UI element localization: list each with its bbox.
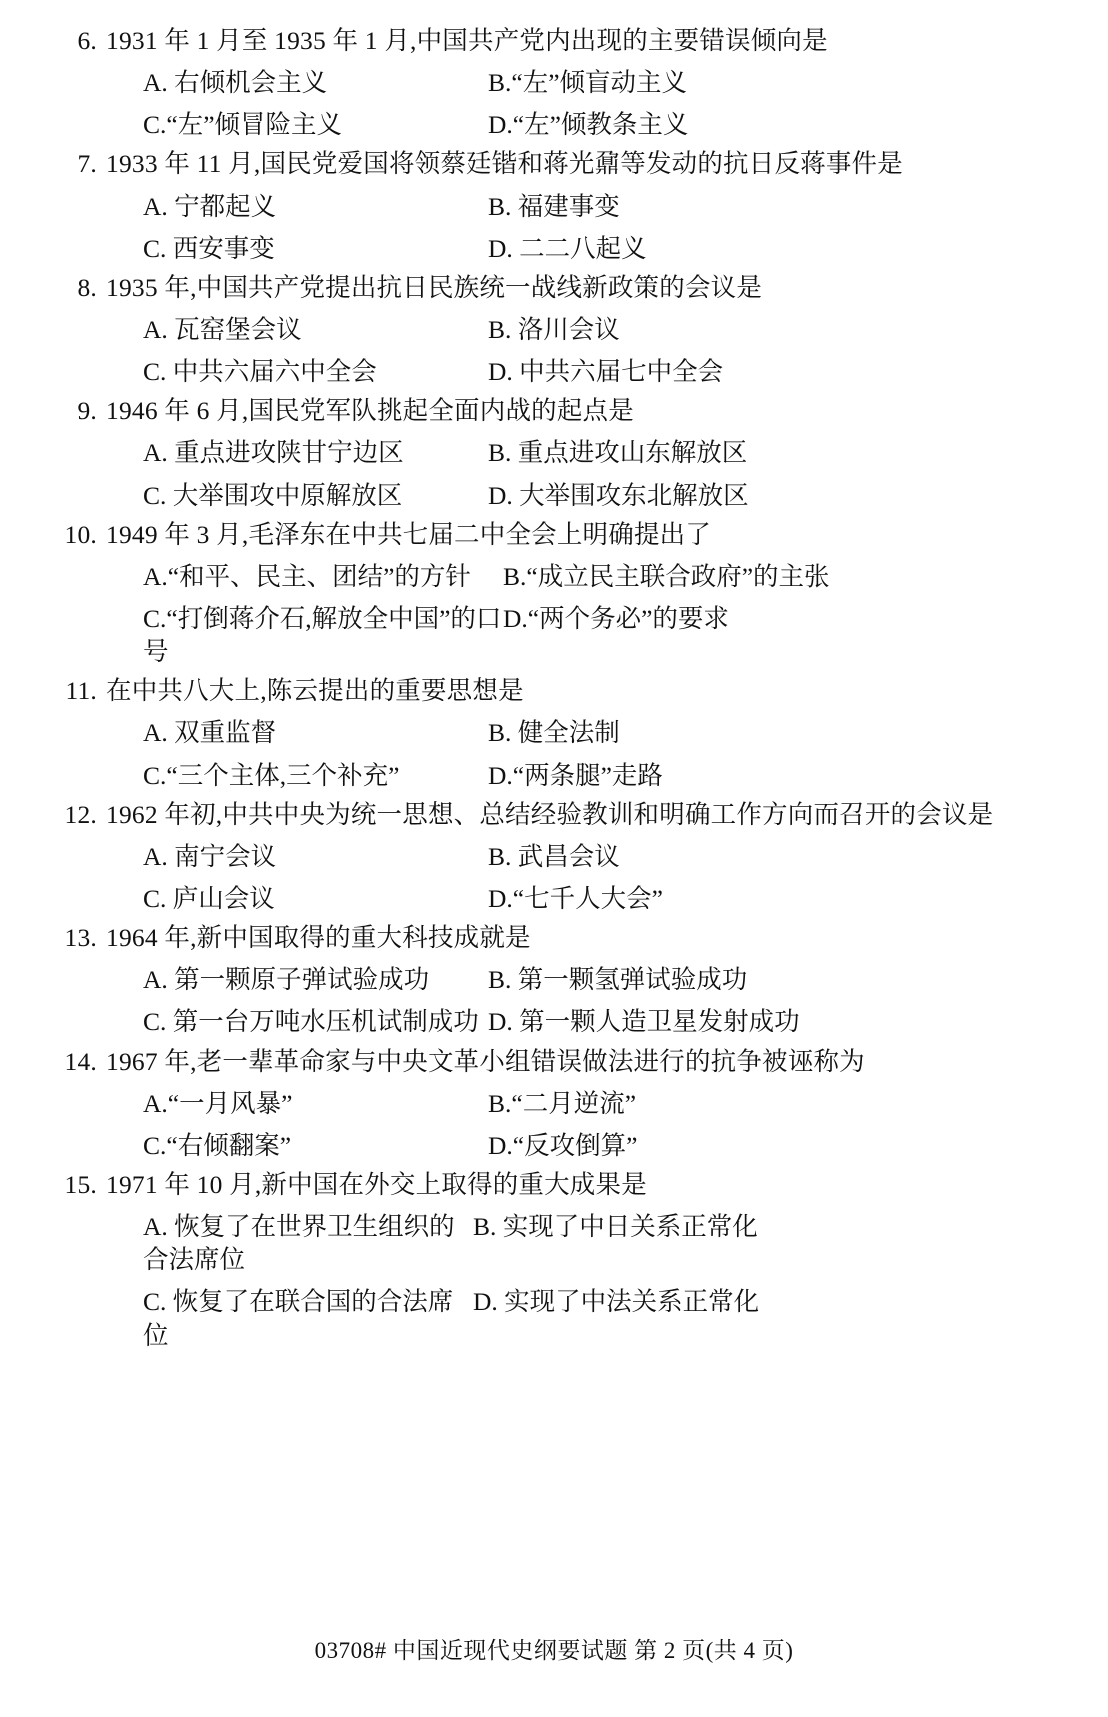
question-stem: 1935 年,中国共产党提出抗日民族统一战线新政策的会议是 (106, 272, 763, 302)
option-a[interactable]: A. 双重监督 (143, 718, 277, 748)
question-stem: 1964 年,新中国取得的重大科技成就是 (106, 923, 531, 953)
question-number: 15. (64, 1169, 97, 1199)
question-number: 14. (64, 1046, 97, 1076)
option-row (48, 108, 1048, 141)
question-stem-line (48, 1045, 1048, 1078)
question-stem-line (48, 674, 1048, 707)
option-d[interactable]: D.“七千人大会” (488, 883, 663, 913)
question-item (48, 1168, 1048, 1352)
option-row (48, 1087, 1048, 1120)
option-a[interactable]: A. 南宁会议 (143, 841, 277, 871)
option-b[interactable]: B.“二月逆流” (488, 1088, 637, 1118)
question-stem-line (48, 394, 1048, 427)
option-row (48, 963, 1048, 996)
option-b[interactable]: B. 武昌会议 (488, 841, 620, 871)
option-group (48, 436, 1048, 511)
option-group (48, 313, 1048, 388)
option-row (48, 560, 1048, 593)
question-stem-line (48, 24, 1048, 57)
option-c[interactable]: C. 恢复了在联合国的合法席位 (143, 1287, 454, 1350)
option-d[interactable]: D. 第一颗人造卫星发射成功 (488, 1007, 800, 1037)
option-b[interactable]: B. 实现了中日关系正常化 (473, 1212, 758, 1242)
option-a[interactable]: A. 右倾机会主义 (143, 68, 328, 98)
option-row (48, 1005, 1048, 1038)
question-stem-line (48, 1168, 1048, 1201)
option-c[interactable]: C.“右倾翻案” (143, 1130, 292, 1160)
option-d[interactable]: D.“两个务必”的要求 (503, 603, 729, 633)
option-row (48, 602, 1048, 668)
option-group (48, 1210, 1048, 1352)
option-b[interactable]: B. 洛川会议 (488, 314, 620, 344)
question-number: 6. (77, 26, 97, 55)
question-stem-line (48, 147, 1048, 180)
option-row (48, 1129, 1048, 1162)
option-group (48, 1087, 1048, 1162)
question-stem: 1971 年 10 月,新中国在外交上取得的重大成果是 (106, 1169, 647, 1199)
question-number: 7. (77, 149, 97, 179)
option-a[interactable]: A. 恢复了在世界卫生组织的合法席位 (143, 1212, 455, 1275)
option-d[interactable]: D.“左”倾教条主义 (488, 110, 689, 140)
question-item (48, 798, 1048, 915)
option-group (48, 963, 1048, 1038)
question-item (48, 394, 1048, 511)
question-item (48, 1045, 1048, 1162)
option-row (48, 66, 1048, 99)
option-a[interactable]: A. 重点进攻陕甘宁边区 (143, 438, 404, 468)
option-row (48, 759, 1048, 792)
option-d[interactable]: D.“反攻倒算” (488, 1130, 638, 1160)
question-stem-line (48, 798, 1048, 831)
option-group (48, 716, 1048, 791)
option-c[interactable]: C.“三个主体,三个补充” (143, 760, 400, 790)
option-row (48, 716, 1048, 749)
option-b[interactable]: B. 第一颗氢弹试验成功 (488, 965, 748, 995)
question-number: 10. (64, 519, 97, 549)
question-number: 11. (65, 676, 97, 706)
option-a[interactable]: A. 瓦窑堡会议 (143, 314, 302, 344)
option-b[interactable]: B. 健全法制 (488, 718, 620, 748)
question-number: 12. (64, 799, 97, 829)
option-b[interactable]: B. 福建事变 (488, 191, 620, 221)
option-row (48, 1285, 1048, 1351)
option-b[interactable]: B.“成立民主联合政府”的主张 (503, 561, 830, 591)
question-stem: 1949 年 3 月,毛泽东在中共七届二中全会上明确提出了 (106, 519, 712, 549)
option-a[interactable]: A. 宁都起义 (143, 191, 277, 221)
question-stem: 1946 年 6 月,国民党军队挑起全面内战的起点是 (106, 396, 634, 426)
option-row (48, 232, 1048, 265)
question-number: 13. (64, 923, 97, 953)
question-item (48, 271, 1048, 388)
option-a[interactable]: A.“一月风暴” (143, 1088, 293, 1118)
page-footer: 03708# 中国近现代史纲要试题 第 2 页(共 4 页) (314, 1638, 794, 1663)
option-c[interactable]: C. 第一台万吨水压机试制成功 (143, 1007, 479, 1037)
option-row (48, 190, 1048, 223)
option-row (48, 436, 1048, 469)
option-group (48, 66, 1048, 141)
question-stem: 在中共八大上,陈云提出的重要思想是 (106, 676, 524, 706)
option-d[interactable]: D. 二二八起义 (488, 233, 647, 263)
question-stem: 1962 年初,中共中央为统一思想、总结经验教训和明确工作方向而召开的会议是 (106, 799, 994, 829)
option-b[interactable]: B. 重点进攻山东解放区 (488, 438, 748, 468)
option-group (48, 840, 1048, 915)
option-row (48, 313, 1048, 346)
question-number: 8. (77, 272, 97, 302)
option-c[interactable]: C. 大举围攻中原解放区 (143, 480, 403, 510)
question-item (48, 921, 1048, 1038)
question-stem: 1933 年 11 月,国民党爱国将领蔡廷锴和蒋光鼐等发动的抗日反蒋事件是 (106, 149, 903, 179)
option-c[interactable]: C. 西安事变 (143, 233, 275, 263)
option-group (48, 190, 1048, 265)
question-stem-line (48, 921, 1048, 954)
question-item (48, 24, 1048, 141)
option-d[interactable]: D. 中共六届七中全会 (488, 357, 724, 387)
option-c[interactable]: C.“左”倾冒险主义 (143, 110, 343, 140)
option-c[interactable]: C. 中共六届六中全会 (143, 357, 377, 387)
option-d[interactable]: D. 实现了中法关系正常化 (473, 1287, 760, 1317)
option-row (48, 1210, 1048, 1276)
question-stem-line (48, 271, 1048, 304)
question-item (48, 147, 1048, 264)
question-stem: 1967 年,老一辈革命家与中央文革小组错误做法进行的抗争被诬称为 (106, 1046, 865, 1076)
question-item (48, 518, 1048, 669)
option-row (48, 355, 1048, 388)
option-d[interactable]: D. 大举围攻东北解放区 (488, 480, 749, 510)
option-b[interactable]: B.“左”倾盲动主义 (488, 68, 688, 98)
question-stem-line (48, 518, 1048, 551)
option-d[interactable]: D.“两条腿”走路 (488, 760, 663, 790)
option-row (48, 840, 1048, 873)
option-row (48, 479, 1048, 512)
option-c[interactable]: C. 庐山会议 (143, 883, 275, 913)
question-item (48, 674, 1048, 791)
question-number: 9. (77, 396, 97, 426)
option-a[interactable]: A. 第一颗原子弹试验成功 (143, 965, 430, 995)
question-stem: 1931 年 1 月至 1935 年 1 月,中国共产党内出现的主要错误倾向是 (106, 26, 828, 55)
option-a[interactable]: A.“和平、民主、团结”的方针 (143, 561, 471, 591)
option-c[interactable]: C.“打倒蒋介石,解放全中国”的口号 (143, 603, 502, 667)
option-group (48, 560, 1048, 668)
option-row (48, 882, 1048, 915)
